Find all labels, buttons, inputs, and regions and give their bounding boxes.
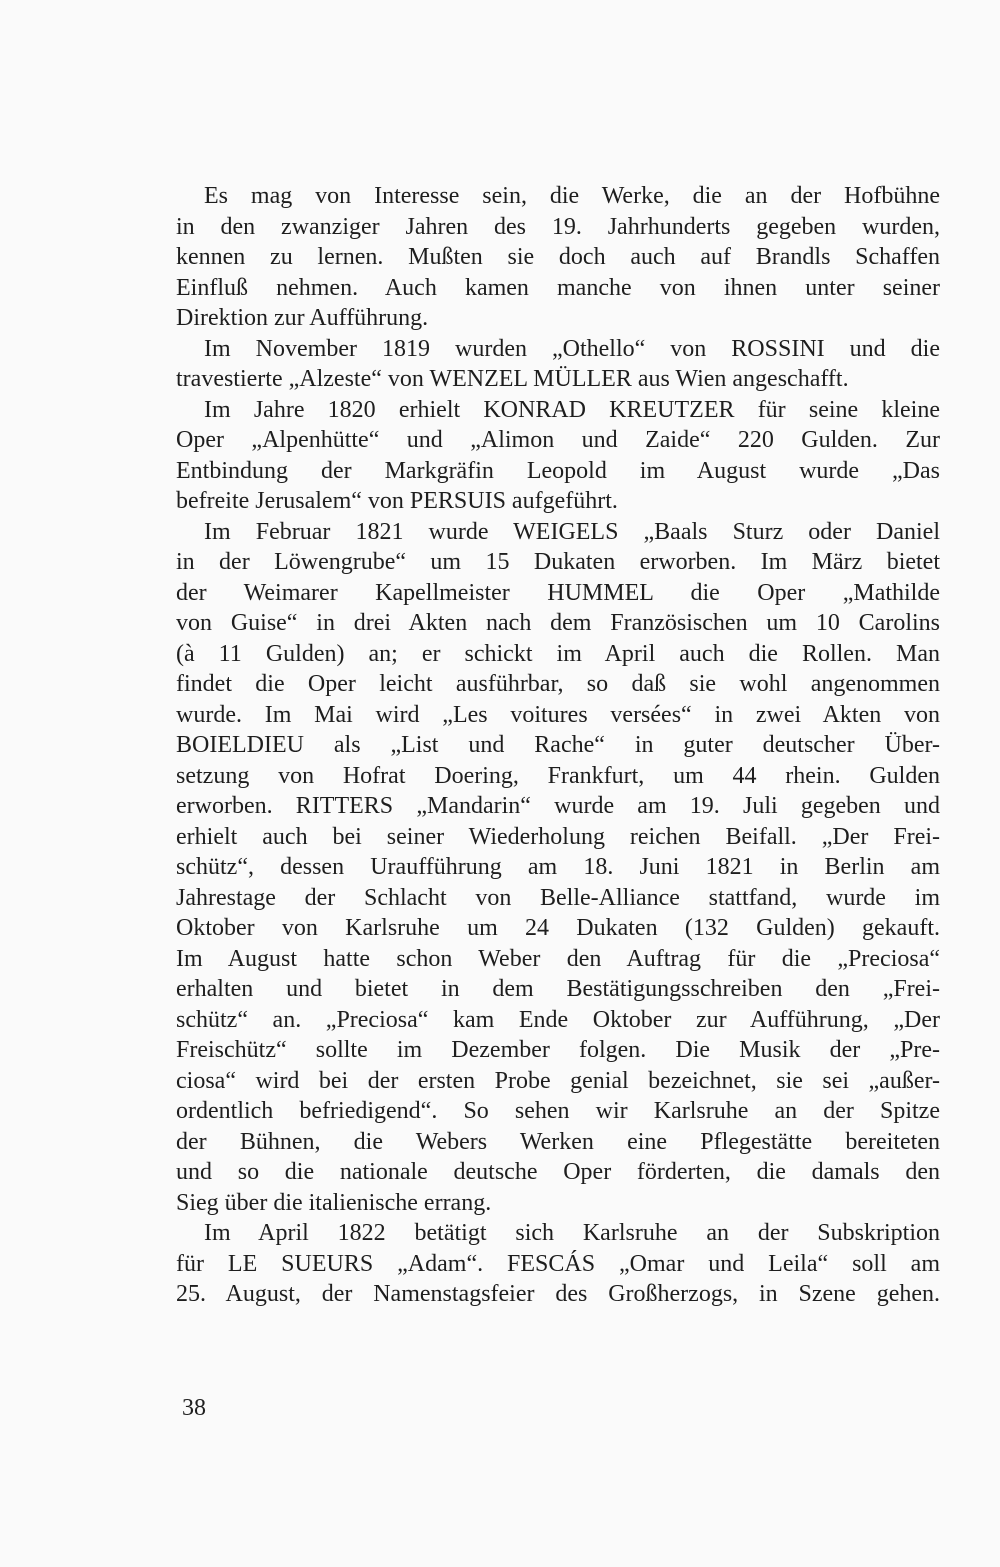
text-line: Einfluß nehmen. Auch kamen manche von ihnen unter seiner	[176, 274, 940, 301]
text-line: Im Februar 1821 wurde WEIGELS „Baals Sturz oder Daniel	[204, 518, 940, 545]
text-line: wurde. Im Mai wird „Les voitures versées“ in zwei Akten von	[176, 701, 940, 728]
text-line: schütz“ an. „Preciosa“ kam Ende Oktober zur Aufführung, „Der	[176, 1006, 940, 1033]
text-line: erworben. RITTERS „Mandarin“ wurde am 19. Juli gegeben und	[176, 793, 940, 819]
text-line: von Guise“ in drei Akten nach dem Französischen um 10 Carolins	[176, 610, 940, 636]
text-line: schütz“, dessen Uraufführung am 18. Juni 1821 in Berlin am	[176, 854, 940, 880]
text-line: Im Jahre 1820 erhielt KONRAD KREUTZER für seine kleine	[204, 396, 940, 423]
text-line: (à 11 Gulden) an; er schickt im April auch die Rollen. Man	[176, 640, 940, 667]
text-line: Freischütz“ sollte im Dezember folgen. Die Musik der „Pre-	[176, 1037, 940, 1063]
text-line: der Bühnen, die Webers Werken eine Pflegestätte bereiteten	[176, 1128, 940, 1155]
text-line: in der Löwengrube“ um 15 Dukaten erworben. Im März bietet	[176, 549, 940, 575]
text-line: Oktober von Karlsruhe um 24 Dukaten (132 Gulden) gekauft.	[176, 915, 940, 941]
text-line: Im August hatte schon Weber den Auftrag für die „Preciosa“	[176, 945, 940, 972]
text-line: Jahrestage der Schlacht von Belle-Alliance stattfand, wurde im	[176, 884, 940, 911]
text-line: setzung von Hofrat Doering, Frankfurt, um 44 rhein. Gulden	[176, 762, 940, 789]
text-line: Im November 1819 wurden „Othello“ von ROSSINI und die	[204, 335, 940, 362]
text-line: ciosa“ wird bei der ersten Probe genial bezeichnet, sie sei „außer-	[176, 1067, 940, 1094]
text-line: befreite Jerusalem“ von PERSUIS aufgeführt.	[176, 488, 618, 514]
page-number: 38	[182, 1395, 206, 1421]
text-line: ordentlich befriedigend“. So sehen wir Karlsruhe an der Spitze	[176, 1098, 940, 1124]
text-line: der Weimarer Kapellmeister HUMMEL die Oper „Mathilde	[176, 579, 940, 606]
text-line: Sieg über die italienische errang.	[176, 1189, 492, 1216]
text-line: erhalten und bietet in dem Bestätigungsschreiben den „Frei-	[176, 976, 940, 1002]
text-line: Im April 1822 betätigt sich Karlsruhe an der Subskription	[204, 1220, 940, 1246]
text-line: Es mag von Interesse sein, die Werke, die an der Hofbühne	[204, 183, 940, 209]
text-line: travestierte „Alzeste“ von WENZEL MÜLLER aus Wien angeschafft.	[176, 366, 849, 392]
text-line: findet die Oper leicht ausführbar, so daß sie wohl angenommen	[176, 671, 940, 697]
text-line: erhielt auch bei seiner Wiederholung reichen Beifall. „Der Frei-	[176, 823, 940, 850]
text-line: Direktion zur Aufführung.	[176, 305, 429, 331]
text-line: für LE SUEURS „Adam“. FESCÁS „Omar und Leila“ soll am	[176, 1250, 940, 1277]
text-line: Oper „Alpenhütte“ und „Alimon und Zaide“ 220 Gulden. Zur	[176, 427, 940, 453]
text-line: 25. August, der Namenstagsfeier des Großherzogs, in Szene gehen.	[176, 1281, 940, 1307]
text-line: und so die nationale deutsche Oper förderten, die damals den	[176, 1159, 940, 1185]
text-line: Entbindung der Markgräfin Leopold im August wurde „Das	[176, 457, 940, 484]
text-line: in den zwanziger Jahren des 19. Jahrhunderts gegeben wurden,	[176, 213, 940, 240]
text-line: BOIELDIEU als „List und Rache“ in guter deutscher Über-	[176, 732, 940, 758]
text-line: kennen zu lernen. Mußten sie doch auch auf Brandls Schaffen	[176, 244, 940, 270]
body-text	[176, 181, 940, 1310]
